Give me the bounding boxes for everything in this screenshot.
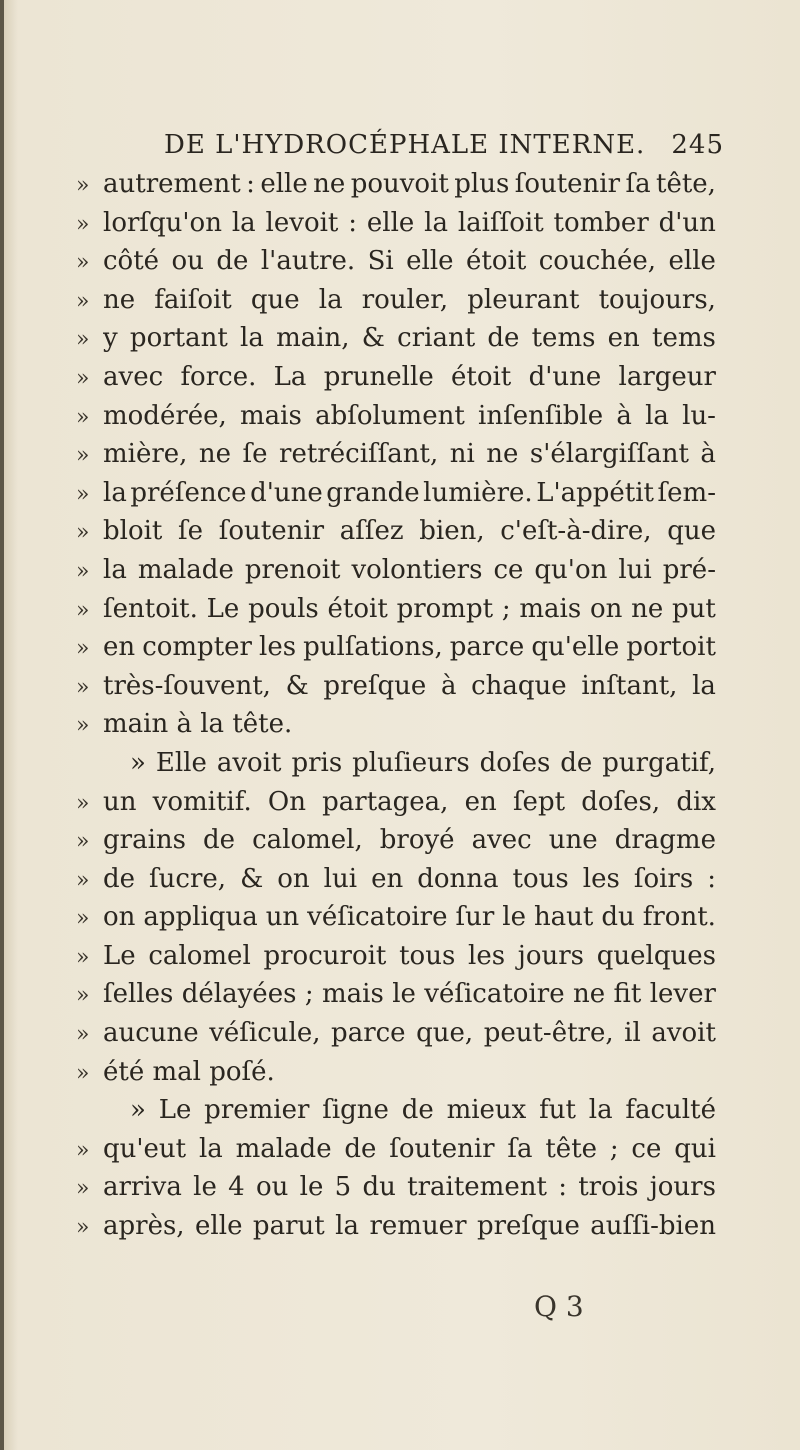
quote-mark: » [76, 636, 90, 662]
line-text: ſentoit. Le pouls étoit prompt ; mais on ne put [103, 593, 716, 624]
text-line [76, 435, 716, 474]
line-text: après, elle parut la remuer preſque auſſi-bien [103, 1211, 716, 1242]
page-number: 245 [671, 130, 724, 160]
quote-mark: » [76, 365, 90, 391]
line-text: de ſucre, & on lui en donna tous les ſoirs : [103, 863, 716, 894]
line-text: Le calomel procuroit tous les jours quelques [103, 940, 716, 971]
signature-mark: Q 3 [534, 1290, 584, 1323]
line-text: ne faiſoit que la rouler, pleurant toujours, [103, 284, 716, 315]
line-text: la malade prenoit volontiers ce qu'on lui pré- [103, 554, 716, 585]
line-text: mière, ne ſe retréciſſant, ni ne s'élargiſſant à [103, 439, 716, 470]
text-line [76, 860, 716, 899]
text-line [76, 783, 716, 822]
line-text: grains de calomel, broyé avec une dragme [103, 825, 716, 856]
quote-mark: » [76, 173, 90, 198]
quote-mark: » [76, 211, 90, 237]
text-line [76, 397, 716, 436]
text-line [76, 1130, 716, 1169]
quote-mark: » [76, 597, 90, 623]
line-text: bloit ſe ſoutenir aſſez bien, c'eſt-à-dire, que [103, 516, 716, 547]
quote-mark: » [76, 443, 90, 469]
quote-mark: » [76, 327, 90, 353]
line-text: » Le premier ſigne de mieux fut la faculté [130, 1095, 716, 1126]
quote-mark: » [76, 1022, 90, 1048]
quote-mark: » [76, 558, 90, 584]
running-title: DE L'HYDROCÉPHALE INTERNE. [164, 130, 646, 160]
text-line [76, 667, 716, 706]
text-line [76, 898, 716, 937]
text-line [76, 1014, 716, 1053]
text-line [76, 204, 716, 243]
quote-mark: » [76, 1060, 90, 1086]
text-line [76, 1168, 716, 1207]
quote-mark: » [76, 906, 90, 932]
text-line [76, 474, 716, 513]
line-text: ſelles délayées ; mais le véſicatoire ne fit lever [103, 979, 716, 1010]
quote-mark: » [76, 481, 90, 507]
text-line [76, 937, 716, 976]
quote-mark: » [76, 288, 90, 314]
line-text: » Elle avoit pris pluſieurs doſes de purgatif, [130, 747, 716, 778]
quote-mark: » [76, 520, 90, 546]
text-line [76, 281, 716, 320]
line-text: arriva le 4 ou le 5 du traitement : trois jours [103, 1172, 716, 1203]
quote-mark: » [76, 250, 90, 276]
text-line [76, 590, 716, 629]
line-text: côté ou de l'autre. Si elle étoit couchée, elle [103, 246, 716, 277]
line-text: main à la tête. [103, 709, 293, 740]
quote-mark: » [76, 1215, 90, 1241]
text-line [76, 551, 716, 590]
text-line [76, 705, 716, 744]
line-text: un vomitif. On partagea, en ſept doſes, dix [103, 786, 716, 817]
quote-mark: » [76, 983, 90, 1009]
quote-mark: » [76, 1137, 90, 1163]
quote-mark: » [76, 713, 90, 739]
text-line [76, 319, 716, 358]
text-line [76, 512, 716, 551]
line-text: la préſence d'une grande lumière. L'appétit ſem- [103, 477, 716, 508]
text-line [76, 744, 716, 783]
quote-mark: » [76, 674, 90, 700]
text-line [76, 1091, 716, 1130]
quote-mark: » [76, 404, 90, 430]
body-text [76, 165, 716, 1246]
quote-mark: » [76, 867, 90, 893]
text-line [76, 628, 716, 667]
text-line [76, 1207, 716, 1246]
text-line [76, 165, 716, 204]
line-text: avec force. La prunelle étoit d'une largeur [103, 361, 716, 392]
text-line [76, 242, 716, 281]
text-line [76, 358, 716, 397]
running-head [164, 130, 724, 170]
text-line [76, 975, 716, 1014]
line-text: autrement : elle ne pouvoit plus ſoutenir ſa tête, [103, 169, 716, 199]
quote-mark: » [76, 790, 90, 816]
line-text: été mal poſé. [103, 1056, 275, 1087]
line-text: très-ſouvent, & preſque à chaque inſtant, la [103, 670, 716, 701]
quote-mark: » [76, 1176, 90, 1202]
line-text: modérée, mais abſolument inſenſible à la lu- [103, 400, 716, 431]
text-line [76, 821, 716, 860]
quote-mark: » [76, 829, 90, 855]
line-text: y portant la main, & criant de tems en tems [103, 323, 716, 354]
line-text: qu'eut la malade de ſoutenir ſa tête ; ce qui [103, 1133, 716, 1164]
line-text: lorſqu'on la levoit : elle la laiſſoit tomber d'un [103, 207, 716, 238]
line-text: on appliqua un véſicatoire ſur le haut du front. [103, 902, 716, 933]
quote-mark: » [76, 944, 90, 970]
text-line [76, 1053, 716, 1092]
line-text: aucune véſicule, parce que, peut-être, il avoit [103, 1018, 716, 1049]
line-text: en compter les pulſations, parce qu'elle portoit [103, 632, 716, 663]
